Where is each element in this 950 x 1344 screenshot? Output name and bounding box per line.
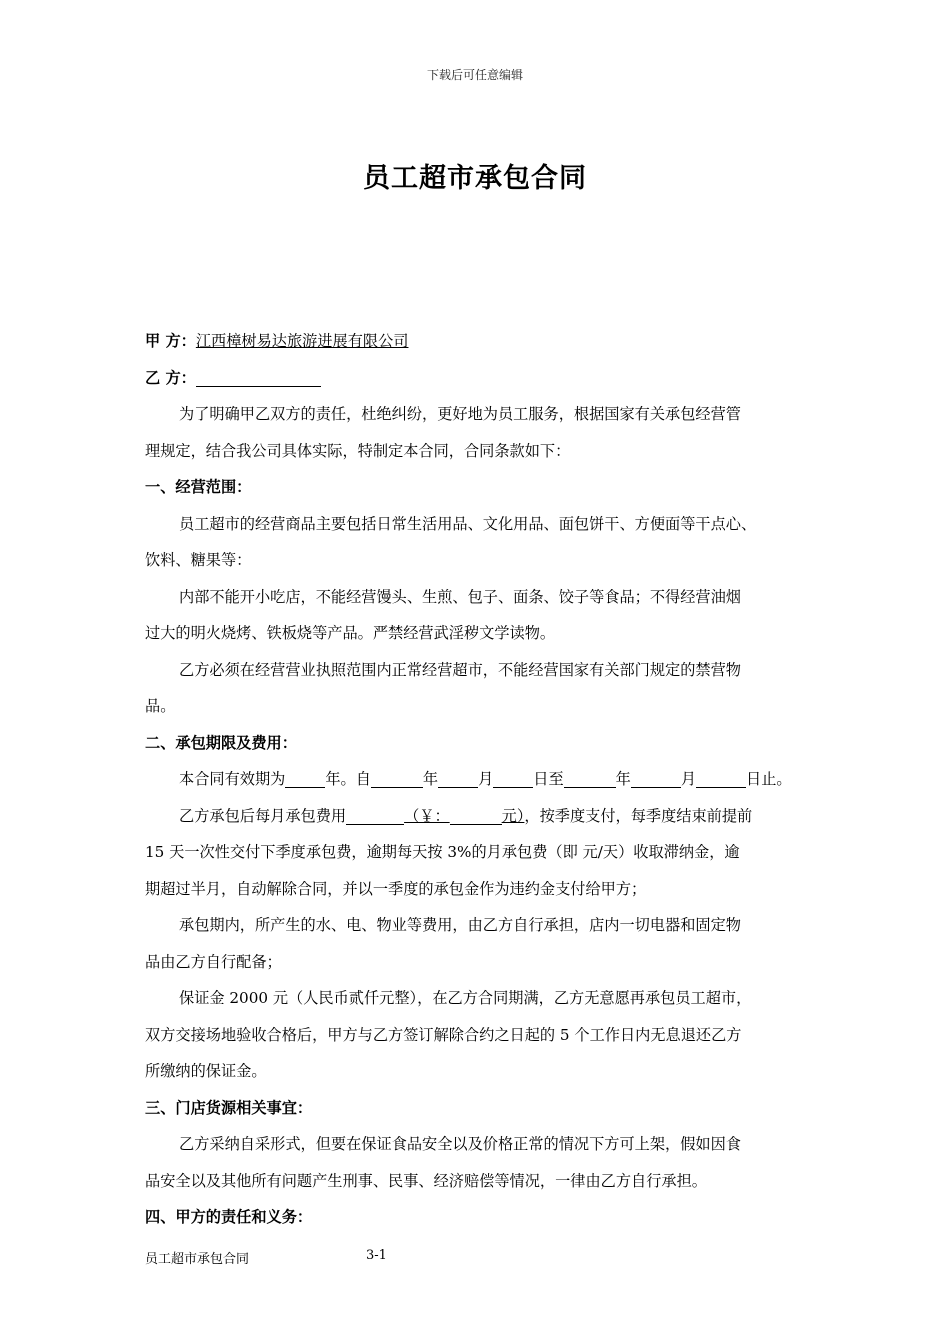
document-body [145, 323, 825, 1236]
s1-p3-line-2: 品。 [145, 697, 176, 715]
s1-p2-line-2: 过大的明火烧烤、铁板烧等产品。严禁经营武淫秽文学读物。 [145, 624, 556, 642]
header-note: 下载后可任意编辑 [426, 68, 523, 82]
term-text-f: 年 [615, 770, 631, 788]
section-1-heading: 一、经营范围： [145, 478, 252, 496]
s2-p4-line-3: 所缴纳的保证金。 [145, 1062, 267, 1080]
document-title: 员工超市承包合同 [363, 163, 587, 194]
fee-text-c: 元） [501, 806, 525, 825]
intro-line-1: 为了明确甲乙双方的责任，杜绝纠纷，更好地为员工服务，根据国家有关承包经营管 [179, 405, 741, 423]
s1-p3-line-1: 乙方必须在经营营业执照范围内正常经营超市，不能经营国家有关部门规定的禁营物 [179, 660, 741, 679]
end-month-blank [631, 767, 681, 788]
section-2-heading: 二、承包期限及费用： [145, 733, 297, 752]
party-a-line [145, 323, 825, 360]
s3-p1-line-2: 品安全以及其他所有问题产生刑事、民事、经济赔偿等情况，一律由乙方自行承担。 [145, 1171, 707, 1190]
term-line [145, 761, 825, 798]
start-year-blank [371, 767, 423, 788]
start-day-blank [493, 767, 533, 788]
section-4-heading: 四、甲方的责任和义务： [145, 1208, 313, 1226]
s2-p4-line-2: 双方交接场地验收合格后，甲方与乙方签订解除合约之日起的 5 个工作日内无息退还乙方 [145, 1025, 742, 1044]
fee-yuan-blank [450, 804, 502, 825]
s2-p3-line-1: 承包期内，所产生的水、电、物业等费用，由乙方自行承担，店内一切电器和固定物 [179, 916, 741, 934]
s2-p3-line-2: 品由乙方自行配备； [145, 952, 282, 971]
s1-p2-line-1: 内部不能开小吃店，不能经营馒头、生煎、包子、面条、饺子等食品；不得经营油烟 [179, 587, 741, 606]
end-day-blank [696, 767, 746, 788]
term-text-b: 年。自 [325, 770, 371, 788]
fee-text-a: 乙方承包后每月承包费用 [179, 806, 347, 825]
term-text-e: 日至 [533, 770, 564, 788]
s1-p1-line-1: 员工超市的经营商品主要包括日常生活用品、文化用品、面包饼干、方便面等干点心、 [179, 514, 757, 533]
party-b-blank [196, 366, 321, 387]
s3-p1-line-1: 乙方采纳自采形式，但要在保证食品安全以及价格正常的情况下方可上架，假如因食 [179, 1135, 741, 1153]
term-years-blank [285, 767, 325, 788]
fee-text-b: （￥： [404, 806, 450, 825]
term-text-a: 本合同有效期为 [179, 770, 286, 788]
term-text-h: 日止。 [746, 770, 792, 788]
term-text-g: 月 [680, 770, 696, 788]
party-b-line [145, 360, 825, 397]
footer-page-number: 3-1 [366, 1248, 387, 1263]
intro-line-2: 理规定，结合我公司具体实际，特制定本合同，合同条款如下： [145, 441, 571, 460]
section-3-heading: 三、门店货源相关事宜： [145, 1098, 313, 1117]
term-text-c: 年 [422, 770, 439, 788]
fee-text-d: ，按季度支付，每季度结束前提前 [524, 806, 753, 825]
s2-fee-line-2: 15 天一次性交付下季度承包费，逾期每天按 3%的月承包费（即 元/天）收取滞纳金，逾 [145, 843, 740, 861]
term-text-d: 月 [478, 770, 494, 788]
s1-p1-line-2: 饮料、糖果等： [145, 551, 252, 569]
party-a-label: 甲 方： [145, 332, 196, 350]
party-a-value: 江西樟树易达旅游进展有限公司 [195, 332, 409, 350]
fee-line [145, 798, 825, 835]
s2-fee-line-3: 期超过半月，自动解除合同，并以一季度的承包金作为违约金支付给甲方； [145, 879, 647, 898]
party-b-label: 乙 方： [145, 368, 196, 387]
end-year-blank [564, 767, 616, 788]
footer-title: 员工超市承包合同 [145, 1252, 250, 1267]
start-month-blank [438, 767, 478, 788]
fee-amount-blank [346, 804, 404, 825]
s2-p4-line-1: 保证金 2000 元（人民币贰仟元整），在乙方合同期满，乙方无意愿再承包员工超市， [179, 989, 752, 1007]
